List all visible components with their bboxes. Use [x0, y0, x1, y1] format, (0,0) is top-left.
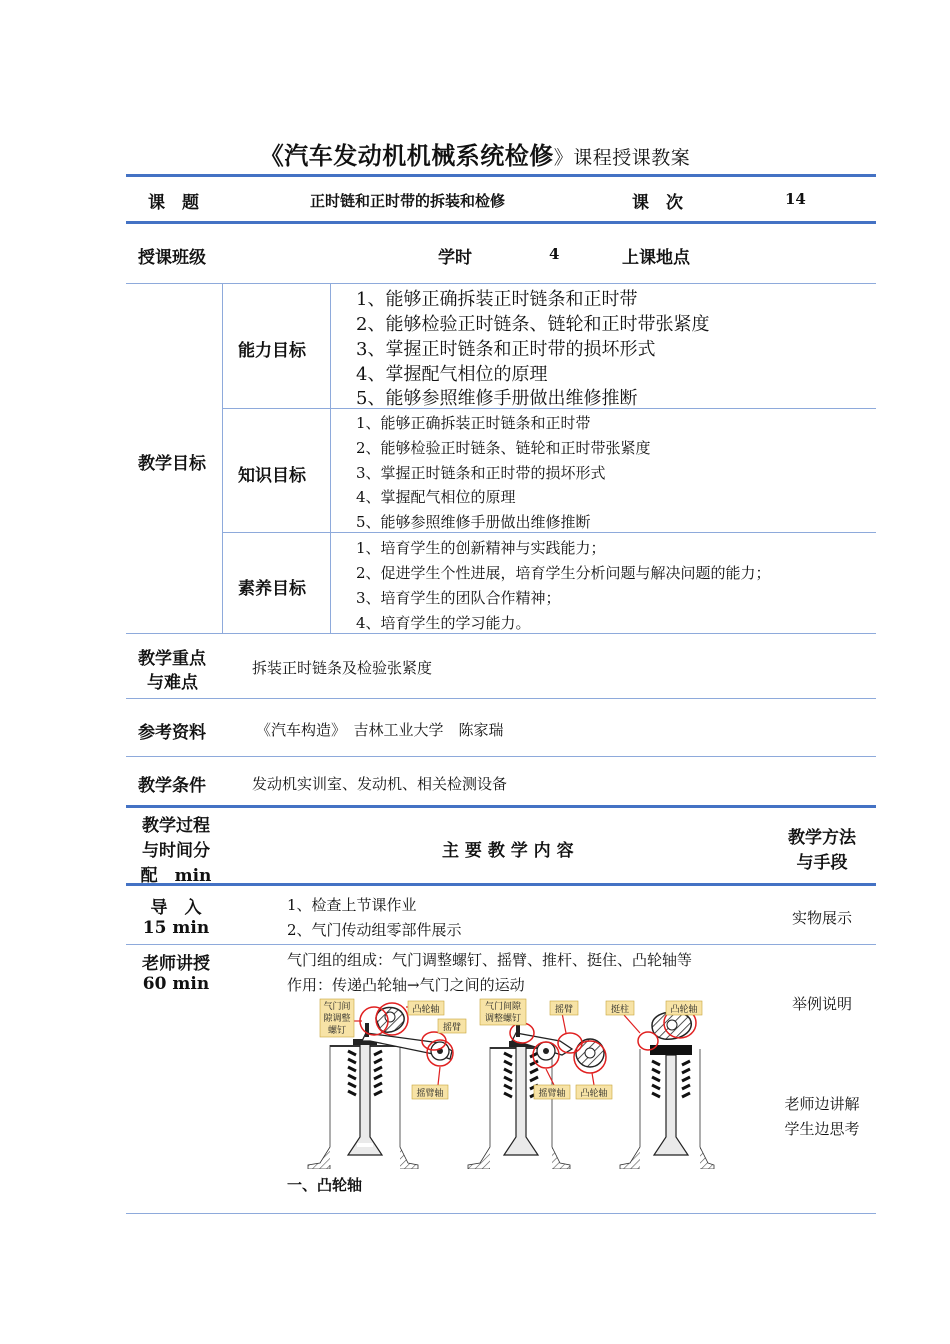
label-rocker-shaft-1: [412, 1085, 448, 1099]
svg-text:摇臂: 摇臂: [554, 1005, 574, 1015]
svg-text:凸轮轴: 凸轮轴: [580, 1089, 608, 1099]
quality-label: 素养目标: [238, 579, 306, 599]
reference-value: 《汽车构造》 吉林工业大学 陈家瑞: [256, 721, 504, 739]
svg-text:气门间隙: 气门间隙: [484, 1002, 522, 1012]
table-top-border: [126, 174, 876, 177]
document-title: [0, 136, 950, 171]
quality-item: 2、促进学生个性进展，培育学生分析问题与解决问题的能力；: [356, 564, 771, 582]
label-camshaft-3: [666, 1001, 702, 1015]
label-valve-clearance-screw-2: [480, 999, 526, 1025]
row-divider: [126, 698, 876, 699]
row-divider: [126, 633, 876, 634]
section-heading: 一、凸轮轴: [287, 1176, 363, 1194]
objectives-label: 教学目标: [138, 454, 206, 474]
title-open-bracket: 《: [259, 141, 285, 170]
lecture-line: 作用：传递凸轮轴→气门之间的运动: [287, 976, 525, 994]
process-col1-header: 与时间分: [142, 841, 210, 861]
intro-item: 1、检查上节课作业: [287, 896, 417, 914]
intro-time: 15 min: [142, 918, 210, 938]
reference-label: 参考资料: [138, 723, 206, 743]
ability-item: 1、能够正确拆装正时链条和正时带: [356, 289, 638, 310]
process-col1-header: 配 min: [140, 866, 212, 886]
location-label: 上课地点: [622, 248, 690, 268]
knowledge-item: 3、掌握正时链条和正时带的损坏形式: [356, 464, 606, 482]
intro-item: 2、气门传动组零部件展示: [287, 921, 462, 939]
process-col3-header: 教学方法: [788, 828, 856, 848]
label-tappet-3: [606, 1001, 634, 1015]
focus-value: 拆装正时链条及检验张紧度: [252, 659, 433, 677]
label-rocker-2: [550, 1001, 578, 1015]
svg-text:凸轮轴: 凸轮轴: [412, 1005, 440, 1015]
column-divider: [222, 284, 223, 633]
knowledge-item: 5、能够参照维修手册做出维修推断: [356, 513, 591, 531]
focus-label: 教学重点: [138, 649, 206, 669]
process-top-border: [126, 805, 876, 808]
process-header-divider: [126, 883, 876, 886]
quality-item: 3、培育学生的团队合作精神；: [356, 589, 561, 607]
conditions-label: 教学条件: [138, 776, 206, 796]
row-divider: [126, 1213, 876, 1214]
row-divider: [126, 283, 876, 284]
label-valve-clearance-screw-1: [320, 999, 354, 1037]
lecture-method: 学生边思考: [784, 1120, 860, 1138]
svg-text:隙调整: 隙调整: [323, 1014, 351, 1024]
ability-item: 5、能够参照维修手册做出维修推断: [356, 388, 638, 409]
lecture-time: 60 min: [142, 974, 210, 994]
lecture-method: 老师边讲解: [784, 1095, 860, 1113]
valve-assembly-1: [308, 999, 466, 1169]
focus-label-2: 与难点: [147, 673, 198, 693]
quality-item: 1、培育学生的创新精神与实践能力；: [356, 539, 606, 557]
hours-label: 学时: [438, 248, 472, 268]
knowledge-item: 1、能够正确拆装正时链条和正时带: [356, 414, 591, 432]
topic-label: 课 题: [148, 193, 199, 213]
row-divider: [126, 944, 876, 945]
svg-text:气门间: 气门间: [323, 1002, 351, 1012]
ability-item: 2、能够检验正时链条、链轮和正时带张紧度: [356, 314, 710, 335]
lecture-label: 老师讲授: [142, 954, 210, 974]
session-value: 14: [785, 190, 806, 208]
ability-item: 4、掌握配气相位的原理: [356, 364, 548, 385]
conditions-value: 发动机实训室、发动机、相关检测设备: [252, 775, 508, 793]
label-rocker-shaft-2: [534, 1085, 570, 1099]
class-label: 授课班级: [138, 248, 206, 268]
title-close-bracket: 》: [553, 147, 574, 169]
hours-value: 4: [549, 245, 560, 263]
intro-label: 导 入: [150, 898, 202, 918]
knowledge-label: 知识目标: [238, 466, 306, 486]
svg-text:摇臂轴: 摇臂轴: [416, 1089, 444, 1099]
label-camshaft-2: [576, 1085, 612, 1099]
session-label: 课 次: [632, 193, 683, 213]
process-col3-header: 与手段: [796, 853, 848, 873]
ability-label: 能力目标: [238, 341, 306, 361]
lecture-method: 举例说明: [791, 995, 852, 1013]
row-divider: [222, 532, 876, 533]
svg-text:挺柱: 挺柱: [610, 1005, 630, 1015]
label-rocker-1: [438, 1019, 466, 1033]
course-name: 汽车发动机机械系统检修: [284, 141, 554, 170]
knowledge-item: 2、能够检验正时链条、链轮和正时带张紧度: [356, 439, 651, 457]
knowledge-item: 4、掌握配气相位的原理: [356, 488, 516, 506]
topic-value: 正时链和正时带的拆装和检修: [310, 192, 506, 210]
header-divider: [126, 221, 876, 224]
column-divider: [330, 284, 331, 633]
valve-assembly-2: [468, 999, 612, 1169]
row-divider: [126, 756, 876, 757]
intro-method: 实物展示: [791, 909, 852, 927]
svg-text:螺钉: 螺钉: [327, 1026, 347, 1036]
svg-text:调整螺钉: 调整螺钉: [484, 1014, 522, 1024]
svg-text:摇臂: 摇臂: [442, 1023, 462, 1033]
valve-train-diagram: [300, 997, 740, 1169]
valve-assembly-3: [606, 1001, 714, 1169]
svg-text:摇臂轴: 摇臂轴: [538, 1089, 566, 1099]
quality-item: 4、培育学生的学习能力。: [356, 614, 531, 632]
process-col1-header: 教学过程: [142, 816, 210, 836]
svg-text:凸轮轴: 凸轮轴: [670, 1005, 698, 1015]
ability-item: 3、掌握正时链条和正时带的损坏形式: [356, 339, 656, 360]
lecture-line: 气门组的组成：气门调整螺钉、摇臂、推杆、挺住、凸轮轴等: [287, 951, 693, 969]
process-col2-header: 主 要 教 学 内 容: [442, 841, 574, 861]
title-suffix: 课程授课教案: [573, 147, 691, 169]
label-camshaft-1: [408, 1001, 444, 1015]
